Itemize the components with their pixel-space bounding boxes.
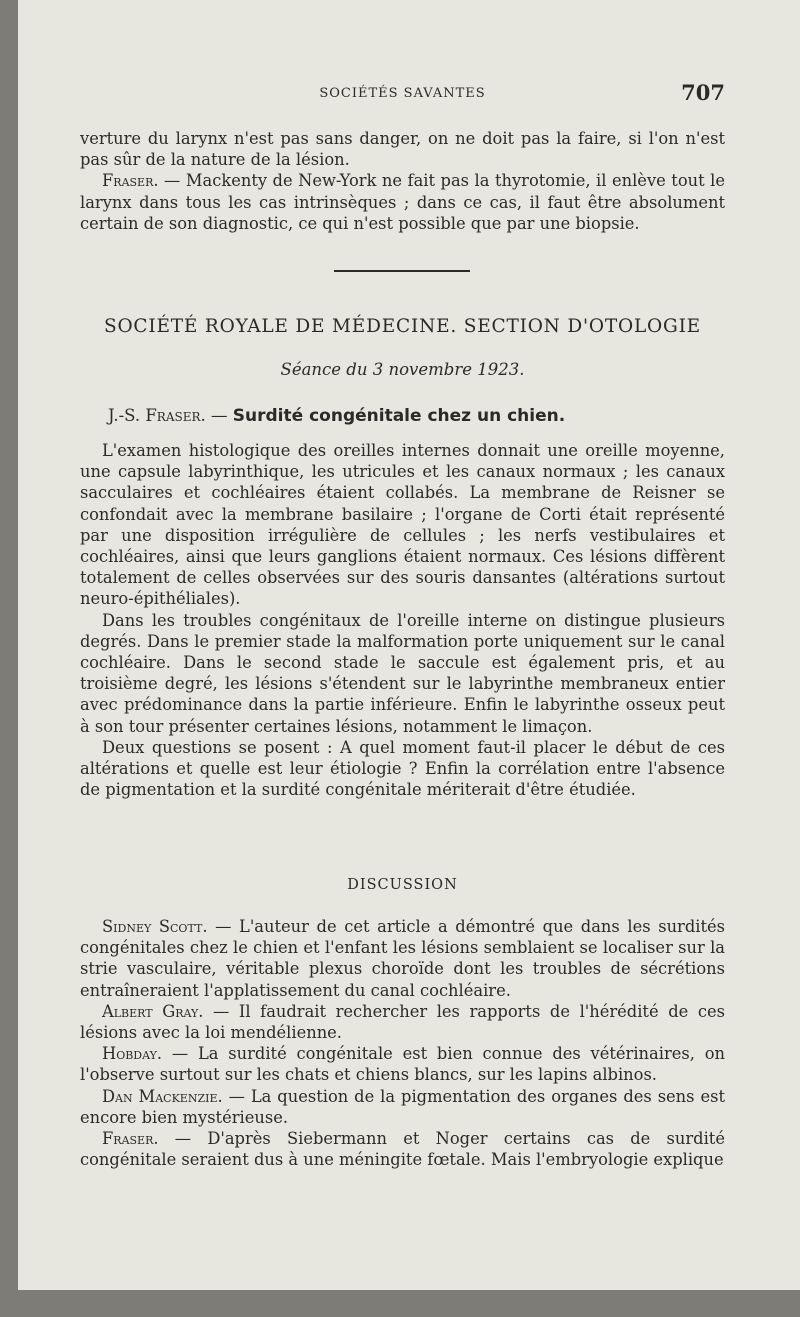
society-heading: SOCIÉTÉ ROYALE DE MÉDECINE. SECTION D'OTOLOGIE <box>103 316 701 337</box>
speaker-name: Fraser. <box>102 1129 159 1149</box>
discussion-text: — L'auteur de cet article a démontré que dans les surdités congénitales chez le chien et l'enfant les lésions semblaient se localiser sur la strie vasculaire, véritable plexus choroïde dont les troubles de sécrétions entraîneraient l'applatissement du canal cochléaire. <box>80 917 725 1000</box>
case-heading <box>108 406 708 426</box>
section-divider <box>334 270 470 272</box>
page-number: 707 <box>681 80 725 105</box>
speaker-name: Dan Mackenzie. <box>102 1086 223 1106</box>
remark-text: — Mackenty de New-York ne fait pas la thyrotomie, il enlève tout le larynx dans tous les cas intrinsèques ; dans ce cas, il faut être absolument certain de son diagnostic, ce qui n'est possible que par une biopsie. <box>80 171 725 233</box>
page-sheet <box>18 0 800 1290</box>
discussion-text: — La question de la pigmentation des organes des sens est encore bien mystérieuse. <box>80 1086 725 1127</box>
fraser-remark <box>80 170 725 234</box>
running-head <box>80 80 725 110</box>
discussion-item <box>80 1043 725 1085</box>
body-paragraph: Dans les troubles congénitaux de l'oreille interne on distingue plusieurs degrés. Dans le premier stade la malformation porte uniquement sur le canal cochléaire. Dans le second stade le saccule est également pris, et au troisième degré, les lésions s'étendent sur le labyrinthe membraneux entier avec prédominance dans la partie inférieure. Enfin le labyrinthe osseux peut à son tour présenter certaines lésions, notamment le limaçon. <box>80 610 725 736</box>
case-dash: — <box>205 406 233 425</box>
discussion-text: — La surdité congénitale est bien connue des vétérinaires, on l'observe surtout sur les chats et chiens blancs, sur les lapins albinos. <box>80 1044 725 1085</box>
continued-paragraph: verture du larynx n'est pas sans danger, on ne doit pas la faire, si l'on n'est pas sûr de la nature de la lésion. <box>80 129 725 170</box>
discussion-item <box>80 1001 725 1043</box>
body-paragraph: L'examen histologique des oreilles internes donnait une oreille moyenne, une capsule labyrinthique, les utricules et les canaux normaux ; les canaux sacculaires et cochléaires étaient collabés. La membrane de Reisner se confondait avec la membrane basilaire ; l'organe de Corti était représenté par une disposition irrégulière de cellules ; les nerfs vestibulaires et cochléaires, ainsi que leurs ganglions étaient normaux. Ces lésions diffèrent totalement de celles observées sur des souris dansantes (altérations surtout neuro-épithéliales). <box>80 441 725 609</box>
speaker-name: Fraser. <box>102 171 159 191</box>
continued-text <box>80 128 725 234</box>
discussion-item <box>80 1128 725 1170</box>
discussion-heading: DISCUSSION <box>347 877 458 893</box>
speaker-name: Hobday. <box>102 1044 163 1064</box>
body-paragraph: Deux questions se posent : A quel moment faut-il placer le début de ces altérations et quelle est leur étiologie ? Enfin la corrélation entre l'absence de pigmentation et la surdité congénitale mériterait d'être étudiée. <box>80 737 725 800</box>
discussion-body <box>80 916 725 1170</box>
case-body <box>80 440 725 800</box>
speaker-name: Sidney Scott. <box>102 917 208 936</box>
discussion-item <box>80 1086 725 1128</box>
discussion-item <box>80 916 725 1001</box>
case-title: Surdité congénitale chez un chien. <box>232 406 566 426</box>
case-author: J.-S. Fraser. <box>108 406 206 425</box>
session-date: Séance du 3 novembre 1923. <box>280 360 525 379</box>
discussion-text: — D'après Siebermann et Noger certains cas de surdité congénitale seraient dus à une méningite fœtale. Mais l'embryologie explique <box>80 1129 725 1170</box>
speaker-name: Albert Gray. <box>102 1001 204 1021</box>
discussion-text: — Il faudrait rechercher les rapports de l'hérédité de ces lésions avec la loi mendélienne. <box>80 1001 725 1043</box>
running-head-title: SOCIÉTÉS SAVANTES <box>319 86 486 101</box>
